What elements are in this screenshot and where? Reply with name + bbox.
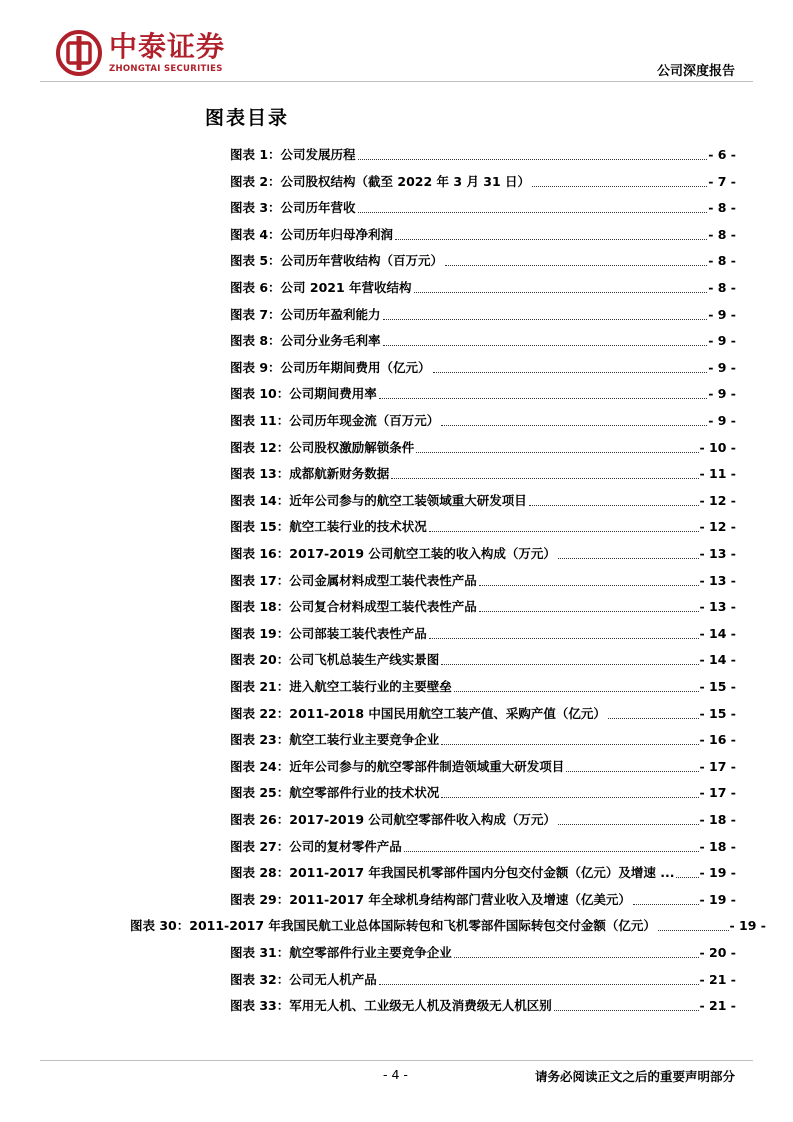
toc-leader: [441, 744, 698, 745]
toc-leader: [441, 797, 698, 798]
toc-entry[interactable]: [230, 677, 736, 697]
toc-leader: [433, 372, 708, 373]
toc-entry[interactable]: [230, 863, 736, 883]
toc-entry-page: - 15 -: [699, 705, 736, 721]
toc-entry-page: - 20 -: [699, 945, 736, 960]
toc-leader: [358, 159, 708, 160]
toc-entry-label: 图表 1：公司发展历程: [230, 147, 356, 162]
toc-entry-label: 图表 14：近年公司参与的航空工装领域重大研发项目: [230, 492, 527, 508]
toc-leader: [358, 212, 708, 213]
toc-entry-label: 图表 25：航空零部件行业的技术状况: [230, 785, 440, 801]
toc-entry[interactable]: [230, 571, 736, 591]
toc-leader: [608, 718, 699, 719]
toc-entry-page: - 9 -: [708, 333, 736, 349]
toc-entry-page: - 17 -: [699, 785, 736, 801]
toc-entry-page: - 6 -: [708, 147, 736, 162]
toc-leader: [676, 877, 698, 878]
toc-entry[interactable]: [230, 278, 736, 298]
toc-entry-page: - 8 -: [708, 280, 736, 295]
toc-entry-label: 图表 21：进入航空工装行业的主要壁垒: [230, 679, 452, 694]
toc-leader: [554, 1010, 699, 1011]
toc-leader: [414, 292, 708, 293]
report-type-label: 公司深度报告: [656, 64, 735, 79]
toc-entry-label: 图表 16：2017-2019 公司航空工装的收入构成（万元）: [230, 546, 556, 561]
toc-leader: [454, 691, 699, 692]
toc-leader: [532, 186, 707, 187]
toc-entry[interactable]: [230, 438, 736, 458]
toc-entry-label: 图表 10：公司期间费用率: [230, 386, 377, 402]
toc-entry-page: - 10 -: [699, 439, 736, 455]
header-divider: [40, 81, 753, 82]
toc-entry-label: 图表 18：公司复合材料成型工装代表性产品: [230, 599, 477, 615]
toc-entry-label: 图表 2：公司股权结构（截至 2022 年 3 月 31 日）: [230, 173, 531, 189]
toc-entry[interactable]: [230, 225, 736, 245]
toc-title: 图表目录: [205, 107, 290, 129]
toc-leader: [383, 319, 708, 320]
toc-entry-page: - 21 -: [699, 998, 736, 1014]
toc-entry-page: - 18 -: [699, 838, 736, 854]
toc-entry-page: - 9 -: [708, 386, 736, 402]
toc-entry-label: 图表 19：公司部装工装代表性产品: [230, 625, 427, 641]
toc-entry-label: 图表 24：近年公司参与的航空零部件制造领域重大研发项目: [230, 758, 565, 774]
toc-leader: [479, 585, 699, 586]
toc-entry[interactable]: [230, 491, 736, 511]
toc-entry-page: - 8 -: [708, 200, 736, 216]
toc-entry[interactable]: [230, 411, 736, 431]
toc-entry-page: - 8 -: [708, 253, 736, 269]
toc-entry-label: 图表 32：公司无人机产品: [230, 971, 377, 987]
toc-leader: [454, 957, 699, 958]
toc-leader: [558, 558, 699, 559]
toc-entry-label: 图表 8：公司分业务毛利率: [230, 333, 381, 349]
toc-leader: [383, 345, 708, 346]
toc-entry-page: - 9 -: [708, 359, 736, 375]
toc-entry-page: - 13 -: [699, 599, 736, 615]
toc-entry[interactable]: [230, 996, 736, 1016]
toc-entry-label: 图表 13：成都航新财务数据: [230, 466, 390, 482]
toc-entry-label: 图表 30：2011-2017 年我国民航工业总体国际转包和飞机零部件国际转包交付金额（亿元）: [130, 918, 656, 934]
toc-entry-page: - 7 -: [708, 173, 736, 189]
toc-entry-label: 图表 29：2011-2017 年全球机身结构部门营业收入及增速（亿美元）: [230, 891, 631, 907]
toc-entry[interactable]: [230, 757, 736, 777]
footer-divider: [40, 1060, 753, 1061]
logo-english-name: ZHONGTAI SECURITIES: [109, 64, 223, 74]
toc-entry[interactable]: [230, 783, 736, 803]
toc-entry[interactable]: [230, 331, 736, 351]
toc-entry[interactable]: [230, 305, 736, 325]
toc-entry[interactable]: [230, 837, 736, 857]
toc-entry-label: 图表 9：公司历年期间费用（亿元）: [230, 359, 431, 375]
toc-entry-page: - 12 -: [699, 519, 736, 535]
toc-entry-page: - 14 -: [699, 652, 736, 668]
toc-leader: [441, 425, 707, 426]
toc-entry[interactable]: [130, 916, 766, 936]
toc-entry[interactable]: [230, 384, 736, 404]
toc-entry[interactable]: [230, 943, 736, 963]
toc-entry[interactable]: [230, 970, 736, 990]
toc-entry-label: 图表 4：公司历年归母净利润: [230, 226, 394, 242]
toc-entry-page: - 21 -: [699, 971, 736, 987]
toc-leader: [658, 930, 729, 931]
toc-entry[interactable]: [230, 172, 736, 192]
company-logo: [56, 30, 256, 80]
toc-entry-label: 图表 12：公司股权激励解锁条件: [230, 439, 415, 455]
toc-entry-label: 图表 3：公司历年营收: [230, 200, 356, 216]
toc-leader: [566, 771, 698, 772]
toc-entry[interactable]: [230, 624, 736, 644]
toc-entry-label: 图表 5：公司历年营收结构（百万元）: [230, 253, 444, 269]
toc-leader: [429, 638, 699, 639]
toc-entry[interactable]: [230, 704, 736, 724]
toc-leader: [379, 398, 707, 399]
logo-chinese-name: 中泰证券: [109, 30, 226, 63]
toc-entry[interactable]: [230, 517, 736, 537]
toc-entry-label: 图表 22：2011-2018 中国民用航空工装产值、采购产值（亿元）: [230, 705, 606, 721]
toc-entry-page: - 13 -: [699, 572, 736, 588]
toc-entry[interactable]: [230, 358, 736, 378]
toc-entry[interactable]: [230, 730, 736, 750]
toc-entry-page: - 12 -: [699, 492, 736, 508]
toc-entry[interactable]: [230, 198, 736, 218]
toc-entry-page: - 11 -: [699, 466, 736, 482]
toc-leader: [558, 824, 699, 825]
toc-entry-label: 图表 33：军用无人机、工业级无人机及消费级无人机区别: [230, 998, 552, 1014]
toc-entry-label: 图表 28：2011-2017 年我国民机零部件国内分包交付金额（亿元）及增速 ...: [230, 865, 675, 881]
toc-entry-page: - 19 -: [729, 918, 766, 934]
toc-leader: [391, 478, 698, 479]
logo-emblem-icon: [56, 30, 102, 76]
toc-leader: [633, 904, 699, 905]
toc-entry-label: 图表 23：航空工装行业主要竞争企业: [230, 732, 440, 748]
page-number: - 4 -: [383, 1067, 408, 1082]
toc-entry[interactable]: [230, 890, 736, 910]
toc-entry-page: - 9 -: [708, 306, 736, 322]
toc-entry-page: - 9 -: [708, 413, 736, 428]
toc-entry[interactable]: [230, 597, 736, 617]
toc-entry-page: - 8 -: [708, 226, 736, 242]
toc-entry-page: - 16 -: [699, 732, 736, 748]
toc-entry-label: 图表 31：航空零部件行业主要竞争企业: [230, 945, 452, 960]
toc-entry-page: - 19 -: [699, 865, 736, 881]
toc-entry-page: - 13 -: [699, 546, 736, 561]
toc-leader: [429, 531, 699, 532]
toc-entry[interactable]: [230, 145, 736, 165]
toc-leader: [404, 851, 699, 852]
toc-entry-page: - 17 -: [699, 758, 736, 774]
toc-entry[interactable]: [230, 544, 736, 564]
toc-entry[interactable]: [230, 810, 736, 830]
toc-leader: [445, 265, 707, 266]
toc-entry-page: - 19 -: [699, 891, 736, 907]
toc-leader: [379, 984, 699, 985]
footer-disclaimer: 请务必阅读正文之后的重要声明部分: [534, 1069, 735, 1084]
toc-entry-label: 图表 20：公司飞机总装生产线实景图: [230, 652, 440, 668]
toc-leader: [395, 239, 707, 240]
toc-leader: [529, 505, 699, 506]
toc-entry[interactable]: [230, 650, 736, 670]
toc-entry-label: 图表 15：航空工装行业的技术状况: [230, 519, 427, 535]
toc-entry-label: 图表 7：公司历年盈利能力: [230, 306, 381, 322]
toc-entry[interactable]: [230, 464, 736, 484]
toc-entry-page: - 18 -: [699, 812, 736, 827]
toc-entry-label: 图表 11：公司历年现金流（百万元）: [230, 413, 440, 428]
toc-leader: [416, 452, 698, 453]
toc-entry-label: 图表 27：公司的复材零件产品: [230, 838, 402, 854]
toc-entry-page: - 15 -: [699, 679, 736, 694]
toc-entry[interactable]: [230, 251, 736, 271]
toc-entry-label: 图表 6：公司 2021 年营收结构: [230, 280, 412, 295]
toc-entry-label: 图表 17：公司金属材料成型工装代表性产品: [230, 572, 477, 588]
toc-entry-label: 图表 26：2017-2019 公司航空零部件收入构成（万元）: [230, 812, 556, 827]
toc-leader: [441, 664, 698, 665]
toc-entry-page: - 14 -: [699, 625, 736, 641]
toc-leader: [479, 611, 699, 612]
